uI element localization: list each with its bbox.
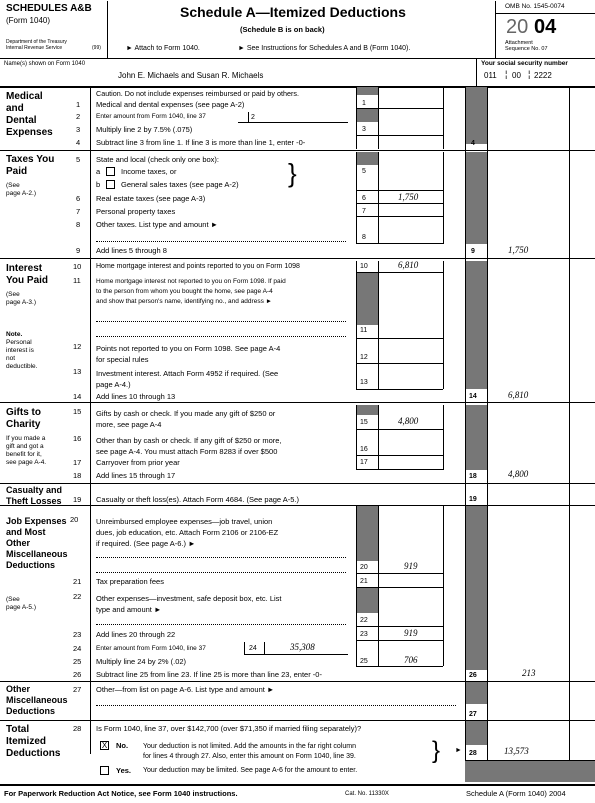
line-11-box: 11 [360, 327, 368, 334]
line-21-number: 21 [73, 577, 82, 586]
header-divider-left [107, 1, 108, 58]
yes-explanation: Your deduction may be limited. See page A-6 for the amount to enter. [143, 767, 358, 774]
line-3-rule [356, 135, 443, 136]
checkbox-yes[interactable] [100, 766, 109, 775]
line-6-label: Real estate taxes (see page A-3) [96, 194, 206, 203]
header-bottom-rule [0, 58, 595, 59]
line-19-number: 19 [73, 495, 82, 504]
line-26-amount[interactable]: 213 [522, 668, 536, 678]
line-14-label: Add lines 10 through 13 [96, 392, 176, 401]
shade-inner-job-22 [356, 588, 378, 613]
line-15-number: 15 [73, 407, 82, 416]
line-5-number: 5 [76, 155, 81, 164]
line-18-box: 18 [469, 473, 477, 480]
ssn-part-2[interactable]: 00 [512, 71, 521, 80]
ssn-label: Your social security number [481, 60, 568, 67]
line-25-rule [356, 666, 443, 667]
line-16-number: 16 [73, 434, 82, 443]
inner-col-a [356, 87, 357, 149]
line-28-rule [465, 760, 595, 761]
form-title: Schedule A—Itemized Deductions [180, 4, 406, 20]
gifts-section-title: Gifts to Charity [6, 407, 41, 430]
checkbox-sales-taxes[interactable] [106, 180, 115, 189]
inner-col-c2 [443, 152, 444, 244]
line-21-rule [356, 587, 443, 588]
line-12-label: Points not reported to you on Form 1098. See page A-4 for special rules [96, 344, 281, 364]
yes-label: Yes. [116, 766, 132, 775]
taxes-see-note: (See page A-2.) [6, 182, 36, 197]
ssn-part-1[interactable]: 011 [484, 71, 497, 80]
paperwork-notice: For Paperwork Reduction Act Notice, see Form 1040 instructions. [4, 789, 238, 798]
line-25-number: 25 [73, 657, 82, 666]
no-explanation: Your deduction is not limited. Add the amounts in the far right column for lines 4 through 27. Also, enter this amount on Form 1040, line 39. [143, 743, 356, 760]
line-3-box: 3 [362, 126, 366, 133]
ssn-divider [476, 58, 477, 86]
medical-section-title: Medical and Dental Expenses [6, 91, 53, 138]
line-3-label: Multiply line 2 by 7.5% (.075) [96, 125, 193, 134]
shade-right-taxes [465, 152, 487, 244]
inner-col-b5 [378, 506, 379, 666]
line-9-amount[interactable]: 1,750 [508, 245, 529, 255]
shade-right-total-top [465, 721, 487, 745]
line-5b-label: General sales taxes (see page A-2) [121, 180, 239, 189]
inner-col-c4 [443, 405, 444, 470]
line-12-number: 12 [73, 342, 82, 351]
line-2-label: Enter amount from Form 1040, line 37 [96, 113, 206, 120]
inner-col-b3 [378, 261, 379, 389]
shade-inner-gifts [356, 405, 378, 415]
interest-personal-note: Note. Personal interest is not deductible. [6, 331, 38, 370]
line-23-label: Add lines 20 through 22 [96, 630, 176, 639]
inner-col-b [378, 87, 379, 149]
interest-see-note: (See page A-3.) [6, 291, 36, 306]
see-instructions: ► See Instructions for Schedules A and B (Form 1040). [238, 45, 411, 52]
line-19-box: 19 [469, 496, 477, 503]
line-17-number: 17 [73, 458, 82, 467]
line-2-box: 2 [251, 114, 255, 121]
line-23-rule [356, 640, 443, 641]
line-27-dotted [96, 705, 456, 706]
line-8-box: 8 [362, 234, 366, 241]
line-25-label: Multiply line 24 by 2% (.02) [96, 657, 187, 666]
line-15-box: 15 [360, 419, 368, 426]
line-27-number: 27 [73, 685, 82, 694]
line-10-box: 10 [360, 263, 368, 270]
line-22-label: Other expenses—investment, safe deposit box, etc. List type and amount ► [96, 594, 282, 614]
line-28-brace: } [432, 737, 441, 764]
line-7-box: 7 [362, 208, 366, 215]
line-8-dotted [96, 241, 346, 242]
catalog-number: Cat. No. 11330X [345, 791, 389, 797]
line-18-amount[interactable]: 4,800 [508, 469, 529, 479]
line-1-label: Medical and dental expenses (see page A-2) [96, 100, 245, 109]
line-13-label: Investment interest. Attach Form 4952 if required. (See page A-4.) [96, 369, 279, 389]
rule-after-casualty [0, 505, 595, 506]
line-21-label: Tax preparation fees [96, 577, 164, 586]
right-col-left-border [465, 87, 466, 760]
line-5a-letter: a [96, 167, 101, 176]
rule-after-other [0, 720, 595, 721]
line-12-rule [356, 363, 443, 364]
line-28-box: 28 [469, 750, 477, 757]
omb-rule [495, 13, 595, 14]
job-section-title: Job Expenses and Most Other Miscellaneous Deductions [6, 516, 68, 570]
line-25-box: 25 [360, 658, 368, 665]
right-col-cents-border [569, 87, 570, 760]
sequence-label: Sequence No. 07 [505, 46, 548, 52]
attachment-label: Attachment [505, 40, 533, 46]
line-5-rule [356, 190, 443, 191]
dept-label: Department of the Treasury [6, 39, 67, 45]
inner-col-b2 [378, 152, 379, 244]
line-24-divider-b [264, 642, 265, 654]
rule-after-interest [0, 402, 595, 403]
no-label: No. [116, 741, 129, 750]
line-1-box: 1 [362, 100, 366, 107]
checkbox-no-mark: X [101, 741, 108, 750]
inner-col-b4 [378, 405, 379, 470]
line-2-rule [238, 122, 348, 123]
line-28-number: 28 [73, 724, 82, 733]
line-4-box: 4 [471, 140, 475, 147]
line-13-box: 13 [360, 379, 368, 386]
checkbox-income-taxes[interactable] [106, 167, 115, 176]
line-5-box: 5 [362, 168, 366, 175]
line-26-number: 26 [73, 670, 82, 679]
line-24-box: 24 [249, 645, 257, 652]
dept-code: (99) [92, 45, 101, 51]
rule-after-medical [0, 150, 595, 151]
line-22-rule [356, 626, 443, 627]
year-light: 20 [506, 16, 529, 38]
line-5a-label: Income taxes, or [121, 167, 177, 176]
line-10-rule [356, 272, 443, 273]
inner-col-c3 [443, 261, 444, 389]
ssn-sep-1: ¦ [505, 69, 508, 79]
line-7-number: 7 [76, 207, 81, 216]
irs-label: Internal Revenue Service [6, 45, 63, 51]
line-26-box: 26 [469, 672, 477, 679]
attach-instruction: ► Attach to Form 1040. [126, 45, 200, 52]
line-13-number: 13 [73, 367, 82, 376]
line-9-label: Add lines 5 through 8 [96, 246, 167, 255]
line-20-dotted-1 [96, 557, 346, 558]
line-17-label: Carryover from prior year [96, 458, 180, 467]
taxpayer-name[interactable]: John E. Michaels and Susan R. Michaels [118, 71, 264, 80]
medical-caution: Caution. Do not include expenses reimbursed or paid by others. [96, 89, 299, 98]
shade-right-medical [465, 87, 487, 144]
line-20-number: 20 [70, 515, 79, 524]
line-24-label: Enter amount from Form 1040, line 37 [96, 645, 206, 652]
form-label: (Form 1040) [6, 16, 51, 25]
inner-col-a3 [356, 261, 357, 389]
line-16-box: 16 [360, 446, 368, 453]
total-section-title: Total Itemized Deductions [6, 724, 61, 759]
inner-col-a2 [356, 152, 357, 244]
line-8-rule [356, 243, 443, 244]
line-8-number: 8 [76, 220, 81, 229]
line-24-rule [244, 654, 348, 655]
line-11-number: 11 [73, 276, 81, 285]
line-8-label: Other taxes. List type and amount ► [96, 220, 219, 229]
job-see-note: (See page A-5.) [6, 596, 36, 611]
shade-inner-taxes-top [356, 152, 378, 165]
line-14-number: 14 [73, 392, 82, 401]
line-17-box: 17 [360, 459, 368, 466]
line-7-rule [356, 216, 443, 217]
shade-right-other [465, 682, 487, 704]
casualty-section-title: Casualty and Theft Losses [6, 485, 63, 506]
line-21-box: 21 [360, 578, 368, 585]
line-24-amount[interactable]: 35,308 [290, 642, 315, 652]
ssn-sep-2: ¦ [528, 69, 531, 79]
other-misc-section-title: Other Miscellaneous Deductions [6, 684, 68, 716]
line-3-number: 3 [76, 125, 81, 134]
line-26-label: Subtract line 25 from line 23. If line 25 is more than line 23, enter -0- [96, 670, 322, 679]
line-22-dotted [96, 624, 346, 625]
line-20-dotted-2 [96, 572, 346, 573]
line-10-amount[interactable]: 6,810 [398, 260, 419, 270]
line-4-label: Subtract line 3 from line 1. If line 3 is more than line 1, enter -0- [96, 138, 306, 147]
line-11-label: Home mortgage interest not reported to you on Form 1098. If paid to the person from whom you bought the home, see page A-4 and show that person's name, identifying no., and address ► [96, 278, 286, 305]
rule-footer [0, 784, 595, 786]
line-12-box: 12 [360, 354, 368, 361]
header-divider-right [495, 1, 496, 58]
line-16-rule [356, 455, 443, 456]
line-28-amount[interactable]: 13,573 [504, 746, 529, 756]
inner-col-c [443, 87, 444, 149]
line-2-number: 2 [76, 112, 81, 121]
line-14-amount[interactable]: 6,810 [508, 390, 529, 400]
shade-right-interest [465, 261, 487, 389]
schedules-label: SCHEDULES A&B [6, 3, 92, 14]
line-20-label: Unreimbursed employee expenses—job travel, union dues, job education, etc. Attach Form 2106 or 2106-EZ if required. (See page A-6.) ► [96, 517, 279, 548]
line-17-rule [356, 469, 443, 470]
line-27-label: Other—from list on page A-6. List type and amount ► [96, 685, 275, 694]
shade-inner-medical-mid [356, 108, 378, 122]
line-15-rule [356, 429, 443, 430]
taxes-section-title: Taxes You Paid [6, 154, 55, 177]
line-20-box: 20 [360, 564, 368, 571]
line-25-amount[interactable]: 706 [404, 655, 418, 665]
line-23-number: 23 [73, 630, 82, 639]
checkbox-no[interactable] [100, 741, 109, 750]
line-11-dotted-1 [96, 321, 346, 322]
shade-inner-job-20 [356, 506, 378, 561]
section-label-divider [90, 87, 91, 754]
line-6-box: 6 [362, 195, 366, 202]
line-16-label: Other than by cash or check. If any gift of $250 or more, see page A-4. You must attach Form 8283 if over $500 [96, 436, 282, 456]
rule-after-job [0, 681, 595, 682]
line-24-number: 24 [73, 644, 82, 653]
line-5-label: State and local (check only one box): [96, 155, 219, 164]
shade-inner-interest [356, 273, 378, 325]
line-15-amount[interactable]: 4,800 [398, 416, 419, 426]
line-15-label: Gifts by cash or check. If you made any gift of $250 or more, see page A-4 [96, 409, 276, 429]
line-20-amount[interactable]: 919 [404, 561, 418, 571]
inner-col-a4 [356, 405, 357, 470]
line-28-arrow: ► [455, 747, 462, 754]
schedule-footer-label: Schedule A (Form 1040) 2004 [466, 789, 566, 798]
shade-inner-medical-top [356, 87, 378, 95]
shade-right-job [465, 506, 487, 670]
line-5b-letter: b [96, 180, 101, 189]
year-bold: 04 [534, 16, 557, 38]
line-22-number: 22 [73, 592, 82, 601]
line-9-box: 9 [471, 248, 475, 255]
line-10-label: Home mortgage interest and points reported to you on Form 1098 [96, 263, 300, 270]
line-10-number: 10 [73, 262, 82, 271]
line-28-question: Is Form 1040, line 37, over $142,700 (over $71,350 if married filing separately)? [96, 724, 362, 733]
rule-after-taxes [0, 258, 595, 259]
line-9-number: 9 [76, 246, 81, 255]
line-5-brace: } [288, 158, 297, 188]
line-6-rule [356, 203, 443, 204]
line-1-number: 1 [76, 100, 81, 109]
line-13-rule [356, 389, 443, 390]
line-24-divider-a [244, 642, 245, 654]
line-19-label: Casualty or theft loss(es). Attach Form 4684. (See page A-5.) [96, 495, 300, 504]
form-subtitle: (Schedule B is on back) [240, 25, 325, 34]
line-20-rule [356, 573, 443, 574]
inner-col-a5 [356, 506, 357, 666]
line-23-amount[interactable]: 919 [404, 628, 418, 638]
inner-col-c5 [443, 506, 444, 666]
line-23-box: 23 [360, 631, 368, 638]
gifts-benefit-note: If you made a gift and got a benefit for it, see page A-4. [6, 435, 47, 466]
right-col-num-border [487, 87, 488, 760]
line-7-label: Personal property taxes [96, 207, 176, 216]
line-6-number: 6 [76, 194, 81, 203]
omb-number: OMB No. 1545-0074 [505, 3, 565, 10]
ssn-part-3[interactable]: 2222 [534, 71, 552, 80]
shade-right-gifts [465, 405, 487, 470]
line-14-box: 14 [469, 393, 477, 400]
line-11-dotted-2 [96, 336, 346, 337]
line-1-rule [356, 108, 443, 109]
line-11-rule [356, 338, 443, 339]
line-2-divider [248, 112, 249, 122]
rule-after-gifts [0, 483, 595, 484]
shade-right-bottom [465, 760, 595, 782]
name-label: Name(s) shown on Form 1040 [4, 61, 86, 67]
interest-section-title: Interest You Paid [6, 263, 49, 286]
line-18-number: 18 [73, 471, 82, 480]
line-6-amount[interactable]: 1,750 [398, 192, 419, 202]
line-22-box: 22 [360, 617, 368, 624]
line-27-box: 27 [469, 711, 477, 718]
line-18-label: Add lines 15 through 17 [96, 471, 176, 480]
line-4-number: 4 [76, 138, 81, 147]
